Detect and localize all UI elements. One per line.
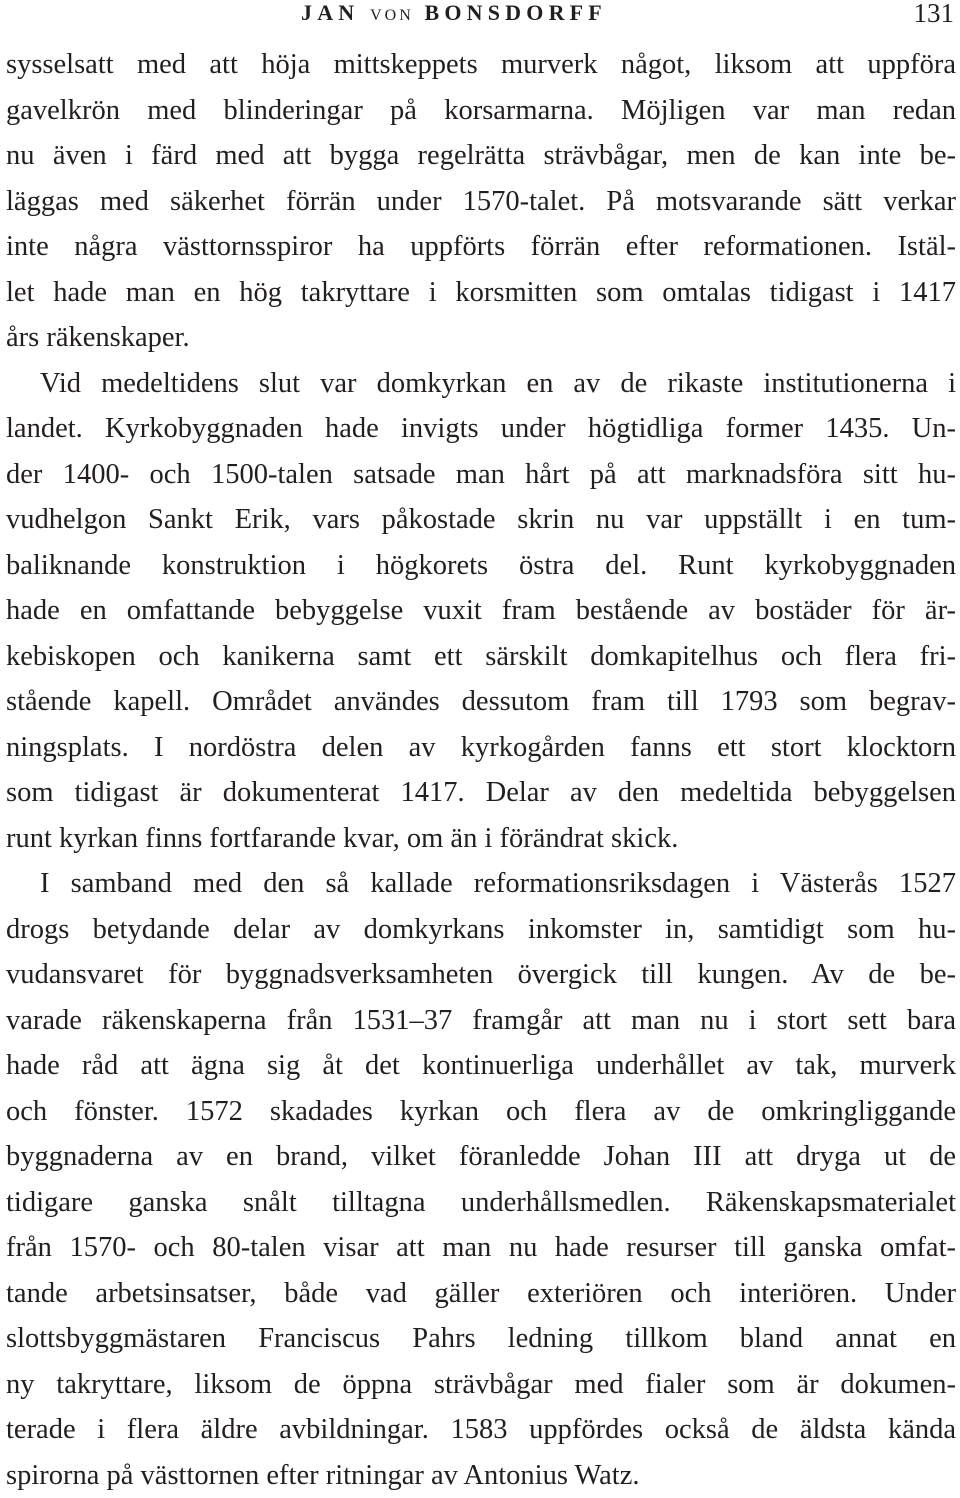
text-line: kebiskopen och kanikerna samt ett särskilt domkapitelhus och flera fri- — [6, 634, 956, 680]
text-line: nu även i färd med att bygga regelrätta strävbågar, men de kan inte be- — [6, 133, 956, 179]
text-line: let hade man en hög takryttare i korsmitten som omtalas tidigast i 1417 — [6, 270, 956, 316]
text-line: från 1570- och 80-talen visar att man nu hade resurser till ganska omfat- — [6, 1225, 956, 1271]
text-line: hade en omfattande bebyggelse vuxit fram bestående av bostäder för är- — [6, 588, 956, 634]
text-line: der 1400- och 1500-talen satsade man hårt på att marknadsföra sitt hu- — [6, 452, 956, 498]
text-line: slottsbyggmästaren Franciscus Pahrs ledning tillkom bland annat en — [6, 1316, 956, 1362]
text-line: hade råd att ägna sig åt det kontinuerliga underhållet av tak, murverk — [6, 1043, 956, 1089]
text-line: läggas med säkerhet förrän under 1570-talet. På motsvarande sätt verkar — [6, 179, 956, 225]
text-line: års räkenskaper. — [6, 315, 956, 361]
running-head — [0, 0, 960, 34]
author-first-name: JAN — [301, 0, 359, 25]
text-line: terade i flera äldre avbildningar. 1583 uppfördes också de äldsta kända — [6, 1407, 956, 1453]
text-line: Vid medeltidens slut var domkyrkan en av de rikaste institutionerna i — [6, 361, 956, 407]
text-line: landet. Kyrkobyggnaden hade invigts under högtidliga former 1435. Un- — [6, 406, 956, 452]
text-line: ny takryttare, liksom de öppna strävbågar med fialer som är dokumen- — [6, 1362, 956, 1408]
text-line: baliknande konstruktion i högkorets östra del. Runt kyrkobyggnaden — [6, 543, 956, 589]
text-line: stående kapell. Området användes dessutom fram till 1793 som begrav- — [6, 679, 956, 725]
text-line: vudhelgon Sankt Erik, vars påkostade skrin nu var uppställt i en tum- — [6, 497, 956, 543]
running-head-author — [301, 0, 607, 29]
text-line: som tidigast är dokumenterat 1417. Delar av den medeltida bebyggelsen — [6, 770, 956, 816]
text-line: drogs betydande delar av domkyrkans inkomster in, samtidigt som hu- — [6, 907, 956, 953]
text-line: tande arbetsinsatser, både vad gäller exteriören och interiören. Under — [6, 1271, 956, 1317]
text-line: och fönster. 1572 skadades kyrkan och flera av de omkringliggande — [6, 1089, 956, 1135]
author-particle: VON — [370, 7, 414, 24]
text-line: byggnaderna av en brand, vilket föranledde Johan III att dryga ut de — [6, 1134, 956, 1180]
text-line: gavelkrön med blinderingar på korsarmarna. Möjligen var man redan — [6, 88, 956, 134]
text-line: inte några västtornsspiror ha uppförts förrän efter reformationen. Istäl- — [6, 224, 956, 270]
text-line: ningsplats. I nordöstra delen av kyrkogården fanns ett stort klocktorn — [6, 725, 956, 771]
text-line: sysselsatt med att höja mittskeppets murverk något, liksom att uppföra — [6, 42, 956, 88]
text-line: runt kyrkan finns fortfarande kvar, om än i förändrat skick. — [6, 816, 956, 862]
text-line: vudansvaret för byggnadsverksamheten övergick till kungen. Av de be- — [6, 952, 956, 998]
text-line: varade räkenskaperna från 1531–37 framgår att man nu i stort sett bara — [6, 998, 956, 1044]
body-text — [6, 42, 956, 1498]
text-line: spirorna på västtornen efter ritningar av Antonius Watz. — [6, 1453, 956, 1498]
text-line: tidigare ganska snålt tilltagna underhållsmedlen. Räkenskapsmaterialet — [6, 1180, 956, 1226]
page-number: 131 — [914, 0, 955, 26]
text-line: I samband med den så kallade reformationsriksdagen i Västerås 1527 — [6, 861, 956, 907]
author-last-name: BONSDORFF — [424, 0, 606, 25]
